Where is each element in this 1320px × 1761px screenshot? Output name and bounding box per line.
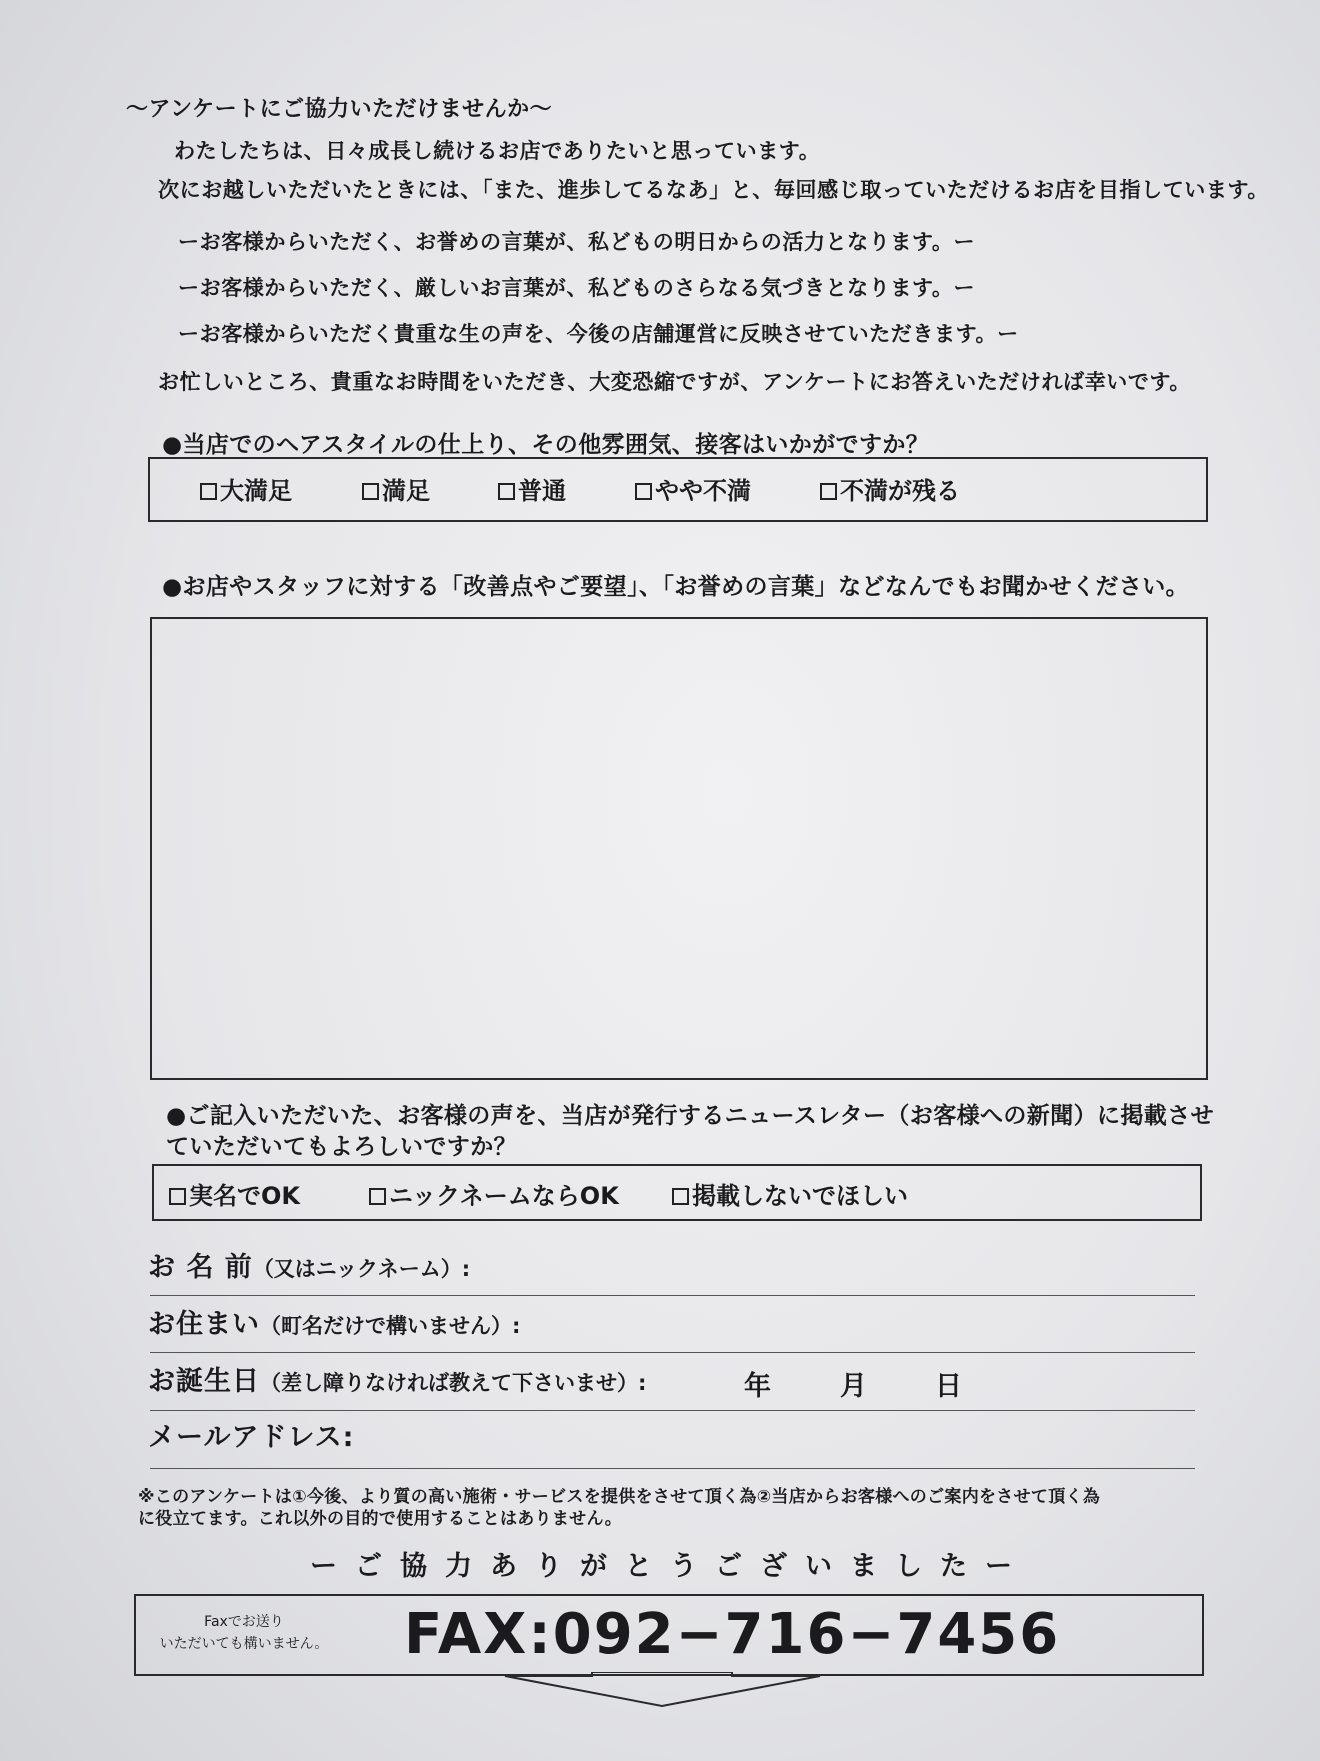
checkbox-icon[interactable] — [820, 483, 837, 500]
birthday-year-label: 年 — [744, 1371, 772, 1402]
q3-options-box — [152, 1164, 1202, 1221]
email-field-line[interactable] — [150, 1468, 1195, 1469]
checkbox-icon[interactable] — [498, 483, 515, 500]
fax-box — [134, 1594, 1204, 1676]
fax-number: FAX:092−716−7456 — [404, 1602, 1061, 1667]
checkbox-icon[interactable] — [169, 1188, 186, 1205]
address-field-line[interactable] — [150, 1352, 1195, 1353]
feedback-textarea[interactable] — [150, 617, 1208, 1080]
down-arrow-icon — [500, 1672, 830, 1712]
q3-option-nickname[interactable]: ニックネームならOK — [369, 1176, 619, 1211]
privacy-notice-line-1: ※このアンケートは①今後、より質の高い施術・サービスを提供をさせて頂く為②当店からお客様へのご案内をさせて頂く為 — [138, 1487, 1101, 1507]
q3-question-line-1: ●ご記入いただいた、お客様の声を、当店が発行するニュースレター（お客様への新聞）に掲載させ — [166, 1103, 1214, 1129]
birthday-month-label: 月 — [840, 1371, 868, 1402]
fax-note: Faxでお送り いただいても構いません。 — [159, 1614, 329, 1652]
q1-option-unsatisfied[interactable]: 不満が残る — [820, 471, 960, 506]
q2-question: ●お店やスタッフに対する「改善点やご要望」、「お誉めの言葉」などなんでもお聞かせください。 — [162, 574, 1190, 600]
address-field-label: お住まい（町名だけで構いません）: — [148, 1309, 521, 1340]
checkbox-icon[interactable] — [369, 1188, 386, 1205]
birthday-field-line[interactable] — [150, 1410, 1195, 1411]
q1-option-very-satisfied[interactable]: 大満足 — [200, 471, 292, 506]
intro-line-2: 次にお越しいただいたときには、「また、進歩してるなあ」と、毎回感じ取っていただけるお店を目指しています。 — [158, 178, 1270, 202]
q3-option-real-name[interactable]: 実名でOK — [169, 1176, 300, 1211]
q3-question-line-2: ていただいてもよろしいですか？ — [166, 1134, 517, 1160]
intro-line-4: ーお客様からいただく、厳しいお言葉が、私どものさらなる気づきとなります。ー — [178, 276, 976, 300]
intro-line-1: わたしたちは、日々成長し続けるお店でありたいと思っています。 — [174, 139, 821, 163]
birthday-day-label: 日 — [935, 1371, 963, 1402]
intro-line-3: ーお客様からいただく、お誉めの言葉が、私どもの明日からの活力となります。ー — [178, 230, 976, 254]
privacy-notice-line-2: に役立てます。これ以外の目的で使用することはありません。 — [138, 1509, 623, 1529]
checkbox-icon[interactable] — [200, 483, 217, 500]
q1-options-box — [148, 457, 1208, 522]
survey-title: ～アンケートにご協力いただけませんか～ — [126, 97, 553, 122]
checkbox-icon[interactable] — [362, 483, 379, 500]
q1-option-somewhat-unsatisfied[interactable]: やや不満 — [635, 471, 751, 506]
name-field-line[interactable] — [150, 1295, 1195, 1296]
checkbox-icon[interactable] — [635, 483, 652, 500]
email-field-label: メールアドレス: — [148, 1422, 355, 1453]
thank-you-message: ーご協力ありがとうございましたー — [310, 1551, 1030, 1582]
q3-option-do-not-publish[interactable]: 掲載しないでほしい — [672, 1176, 908, 1211]
q1-question: ●当店でのヘアスタイルの仕上り、その他雰囲気、接客はいかがですか？ — [162, 432, 930, 458]
q1-option-neutral[interactable]: 普通 — [498, 471, 566, 506]
q1-option-satisfied[interactable]: 満足 — [362, 471, 430, 506]
birthday-field-label: お誕生日（差し障りなければ教えて下さいませ）: — [148, 1366, 647, 1397]
intro-line-5: ーお客様からいただく貴重な生の声を、今後の店舗運営に反映させていただきます。ー — [178, 322, 1019, 346]
name-field-label: お 名 前（又はニックネーム）: — [148, 1252, 471, 1283]
checkbox-icon[interactable] — [672, 1188, 689, 1205]
intro-line-6: お忙しいところ、貴重なお時間をいただき、大変恐縮ですが、アンケートにお答えいただければ幸いです。 — [158, 370, 1192, 394]
